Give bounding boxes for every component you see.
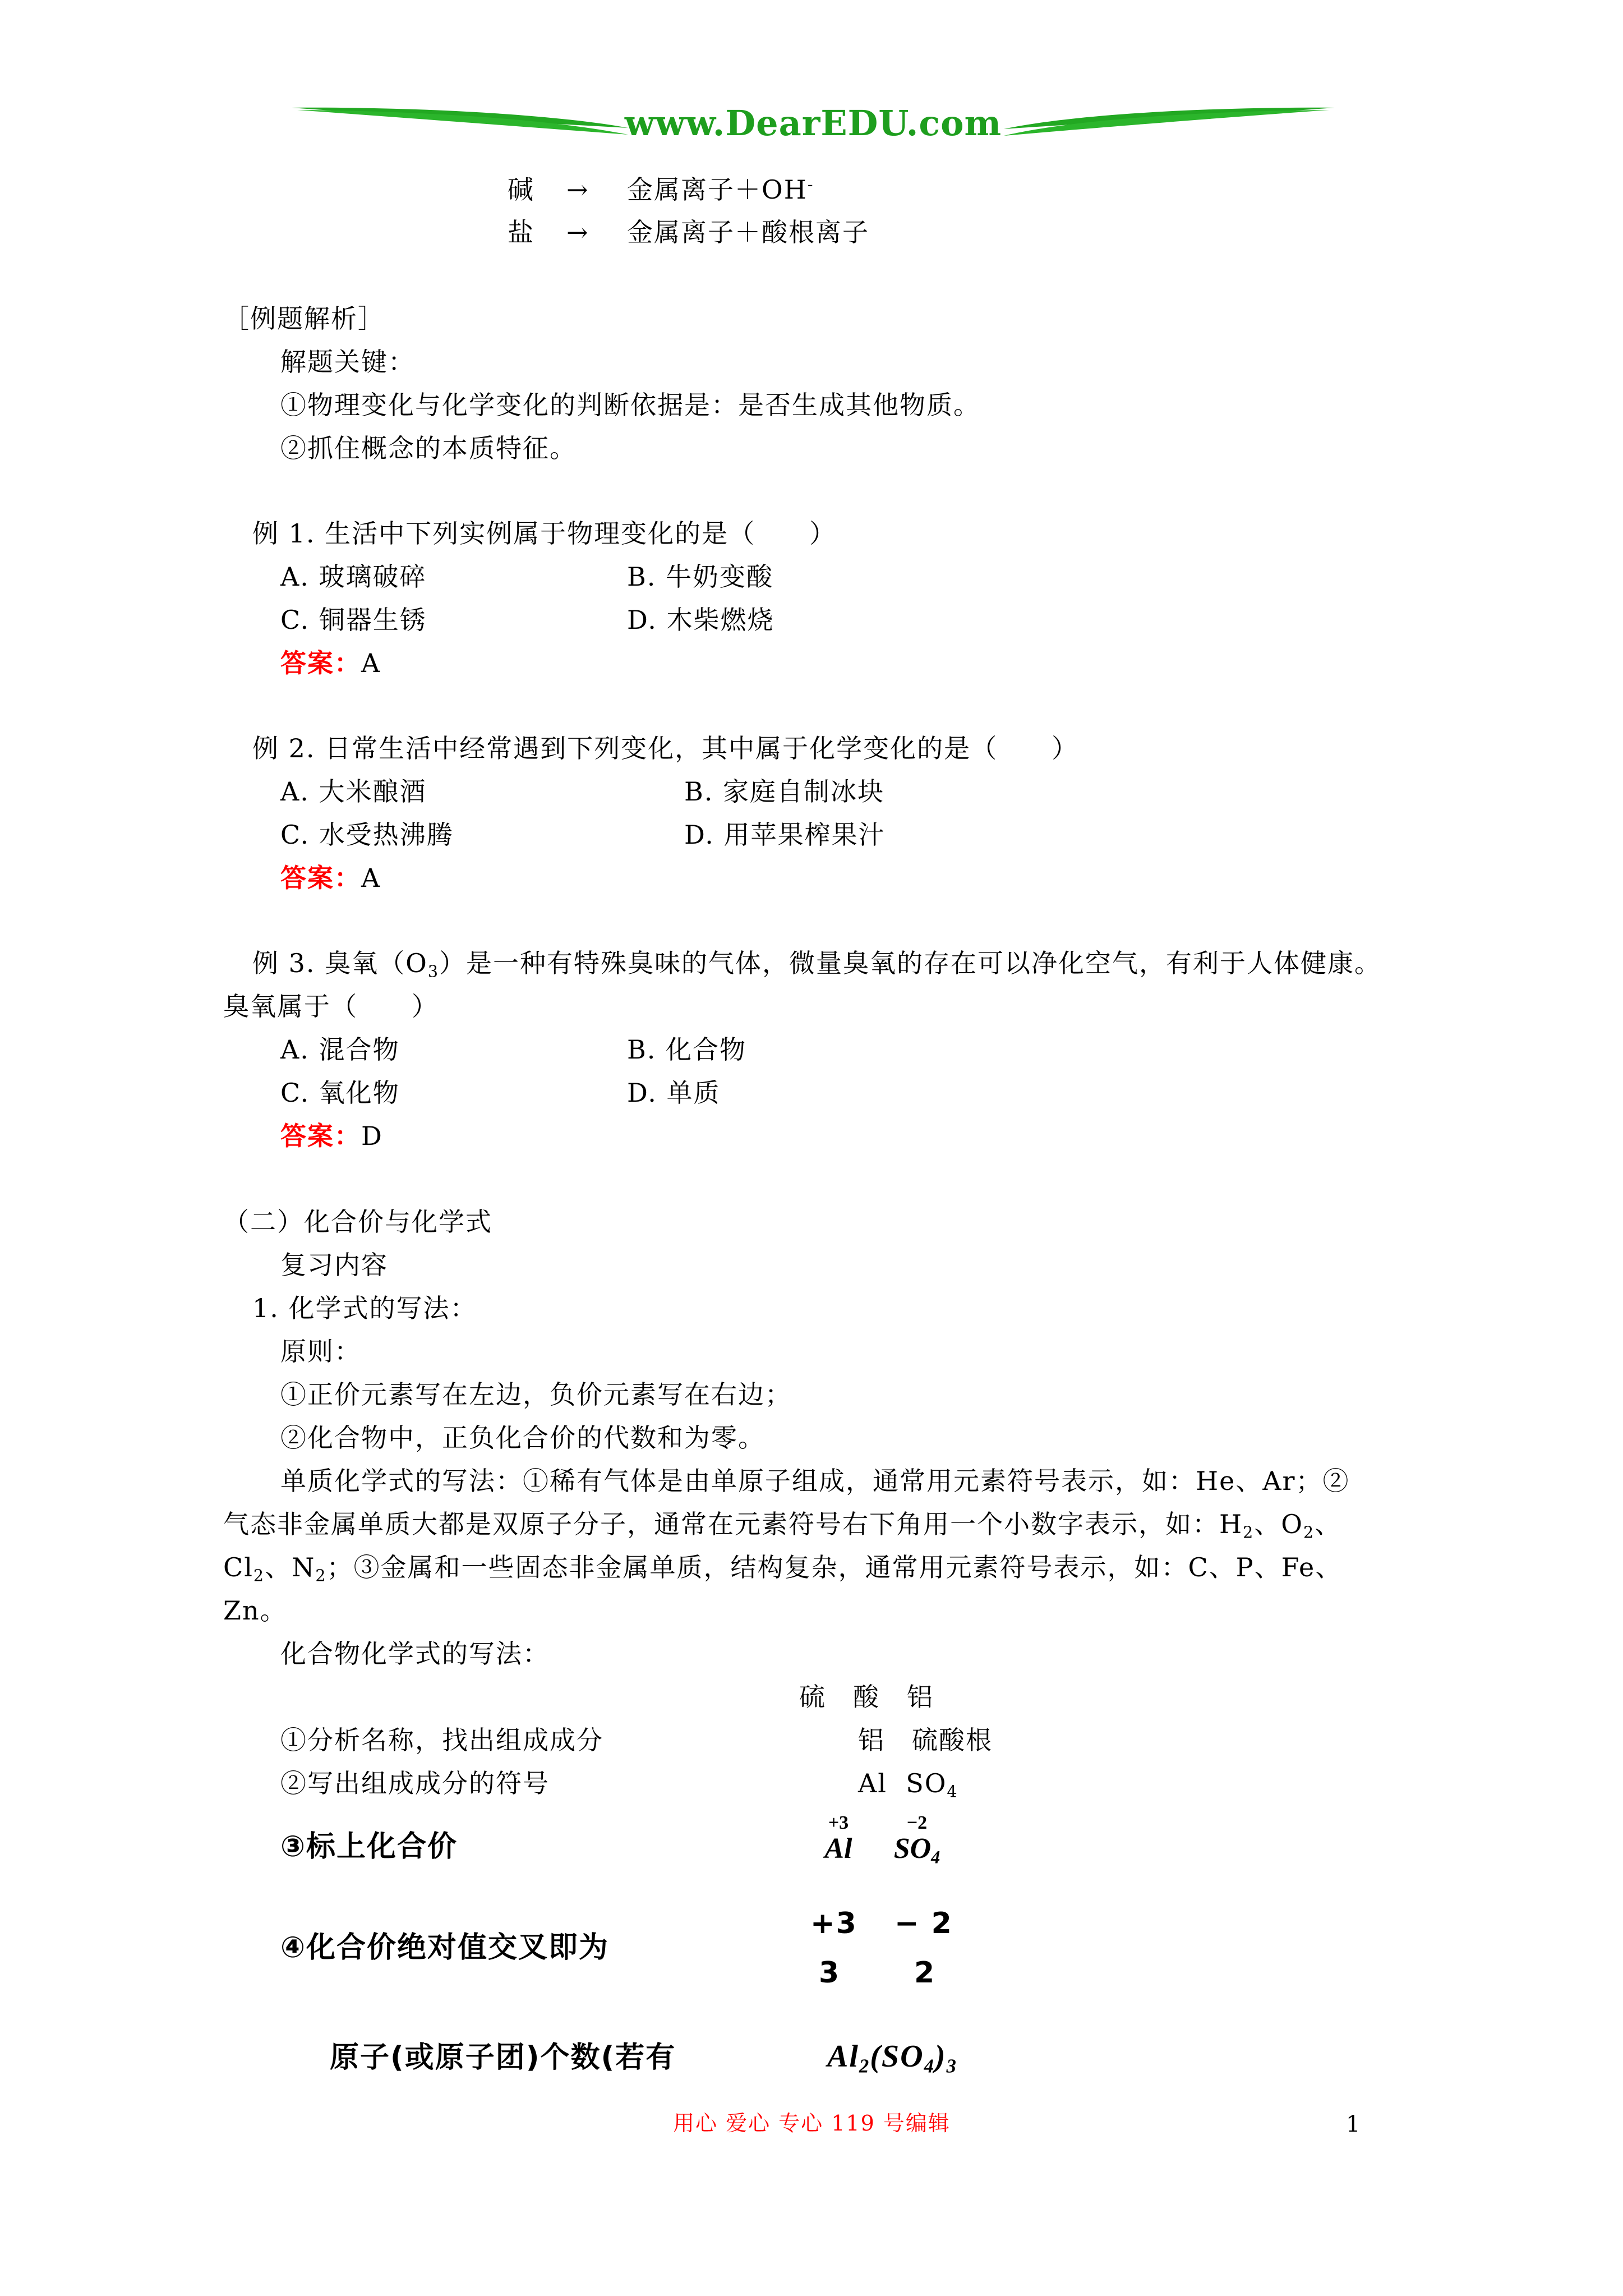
answer: 答案：A bbox=[280, 863, 381, 893]
base-result: 金属离子＋OH- bbox=[627, 174, 814, 205]
section-heading: ［例题解析］ bbox=[223, 303, 385, 334]
formula-al2so43: $Al_2(SO_4)_3$ bbox=[827, 2039, 957, 2077]
option: B. 家庭自制冰块 bbox=[684, 776, 885, 807]
step: ④化合价绝对值交叉即为 bbox=[280, 1931, 610, 1964]
section-title: （二）化合价与化学式 bbox=[223, 1207, 492, 1237]
subheading: 化合物化学式的写法： bbox=[280, 1639, 550, 1669]
answer: 答案：D bbox=[280, 1121, 383, 1151]
step-value: Al $SO_4$ bbox=[858, 1768, 958, 1801]
page-number: 1 bbox=[1346, 2111, 1361, 2137]
option: C. 水受热沸腾 bbox=[280, 820, 454, 850]
footer-text: 用心 爱心 专心 119 号编辑 bbox=[673, 2111, 951, 2136]
example-question: 例 1. 生活中下列实例属于物理变化的是（ ） bbox=[252, 518, 837, 549]
base-label: 碱 bbox=[508, 174, 534, 205]
arrow-right-icon: → bbox=[566, 174, 589, 205]
key-point: ②抓住概念的本质特征。 bbox=[280, 433, 577, 463]
answer: 答案：A bbox=[280, 648, 381, 678]
example-question: 例 3. 臭氧$(O_3)$是一种有特殊臭味的气体，微量臭氧的存在可以净化空气，有利于人体健康。 bbox=[252, 948, 1382, 981]
example-question: 例 2. 日常生活中经常遇到下列变化，其中属于化学变化的是（ ） bbox=[252, 733, 1079, 763]
option: B. 牛奶变酸 bbox=[627, 562, 774, 592]
arrow-right-icon: → bbox=[566, 217, 589, 247]
step: ①分析名称，找出组成成分 bbox=[280, 1725, 603, 1755]
rule: ①正价元素写在左边，负价元素写在右边； bbox=[280, 1379, 792, 1410]
cross-bottom-left: 3 bbox=[819, 1956, 841, 1990]
option: C. 氧化物 bbox=[280, 1078, 400, 1108]
option: C. 铜器生锈 bbox=[280, 605, 427, 635]
salt-label: 盐 bbox=[508, 217, 534, 247]
step: ②写出组成成分的符号 bbox=[280, 1768, 550, 1798]
list-item: 1. 化学式的写法： bbox=[252, 1293, 477, 1323]
option: A. 大米酿酒 bbox=[280, 776, 427, 807]
step-value: 铝 硫酸根 bbox=[858, 1725, 993, 1755]
paragraph-line: 单质化学式的写法：①稀有气体是由单原子组成，通常用元素符号表示，如：He、Ar；② bbox=[280, 1466, 1350, 1496]
header-logo bbox=[292, 95, 1335, 157]
valence-al: +3 Al bbox=[824, 1812, 852, 1865]
step: ③标上化合价 bbox=[280, 1830, 458, 1864]
salt-result: 金属离子＋酸根离子 bbox=[627, 217, 869, 247]
cross-top-right: − 2 bbox=[895, 1907, 953, 1940]
option: D. 木柴燃烧 bbox=[627, 605, 774, 635]
key-point: ①物理变化与化学变化的判断依据是：是否生成其他物质。 bbox=[280, 390, 980, 420]
option: D. 用苹果榨果汁 bbox=[684, 820, 886, 850]
rule: ②化合物中，正负化合价的代数和为零。 bbox=[280, 1423, 765, 1453]
logo-text: www.DearEDU.com bbox=[624, 103, 1002, 144]
option: B. 化合物 bbox=[627, 1034, 747, 1065]
cross-top-left: +3 bbox=[810, 1907, 857, 1940]
key-title: 解题关键： bbox=[280, 347, 415, 377]
option: A. 玻璃破碎 bbox=[280, 562, 427, 592]
subheading: 原则： bbox=[280, 1336, 361, 1366]
example-name: 硫 酸 铝 bbox=[799, 1682, 934, 1712]
option: A. 混合物 bbox=[280, 1034, 400, 1065]
paragraph-line: $Cl_2$、$N_2$；③金属和一些固态非金属单质，结构复杂，通常用元素符号表示，如：C、P、Fe、 bbox=[223, 1552, 1343, 1585]
paragraph-line: Zn。 bbox=[223, 1595, 287, 1626]
option: D. 单质 bbox=[627, 1078, 721, 1108]
paragraph-line: 气态非金属单质大都是双原子分子，通常在元素符号右下角用一个小数字表示，如：$H_2$、$O_2$、 bbox=[223, 1509, 1342, 1542]
cross-bottom-right: 2 bbox=[914, 1956, 936, 1990]
valence-so4: −2 $SO_4$ bbox=[893, 1812, 940, 1867]
step: 原子(或原子团)个数(若有 bbox=[330, 2041, 676, 2074]
subheading: 复习内容 bbox=[280, 1250, 388, 1280]
example-question-cont: 臭氧属于（ ） bbox=[223, 991, 439, 1022]
